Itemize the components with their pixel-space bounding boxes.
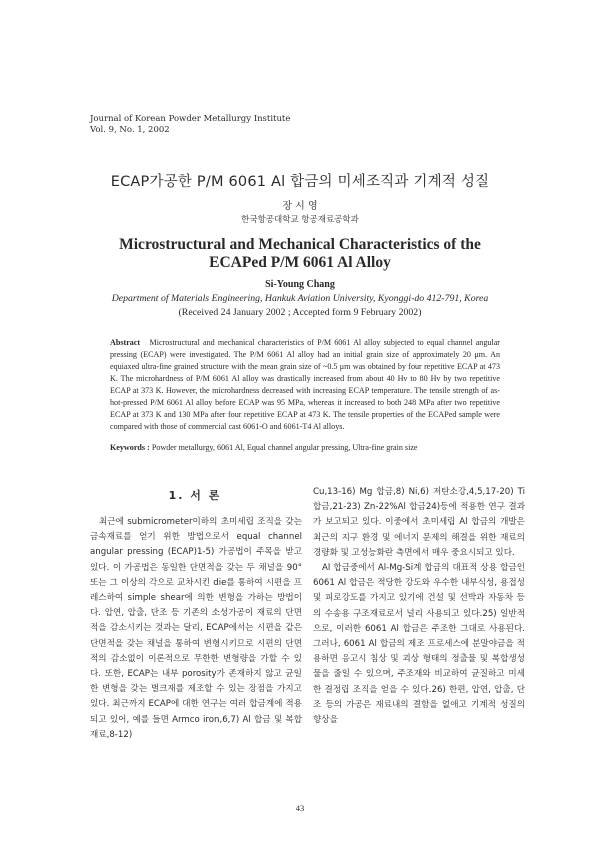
- title-english: Microstructural and Mechanical Characteristics of the ECAPed P/M 6061 Al Alloy: [119, 236, 481, 271]
- section-heading: 1. 서 론: [168, 489, 222, 502]
- title-korean: ECAP가공한 P/M 6061 Al 합금의 미세조직과 기계적 성질: [110, 174, 490, 190]
- left-column-paragraph: 최근에 submicrometer이하의 초미세립 조직을 갖는 금속재료를 얻기 위한 방법으로서 equal channel angular pressing (ECAP)1-5) 가공법이 주목을 받고 있다. 이 가공법은 동일한 단면적을 갖는 두 채널을 90° 또는 그 이상의 각으로 교차시킨 die를 통하여 시편을 프레스하여 simple shear에 의한 변형을 가하는 방법이다. 압연, 압출, 단조 등 기존의 소성가공이 재료의 단면적을 감소시키는 것과는 달리, ECAP에서는 시편을 같은 단면적을 갖는 채널을 통하여 변형시키므로 시편의 단면적의 감소없이 이론적으로 무한한 변형량을 가할 수 있다. 또한, ECAP는 내부 porosity가 존재하지 않고 균일한 변형을 갖는 벌크재를 제조할 수 있는 장점을 가지고 있다. 최근까지 ECAP에 대한 연구는 여러 합금계에 적용되고 있어, 예를 들면 Armco iron,6,7) Al 합금 및 복합재료,8-12): [90, 517, 302, 740]
- keywords: [110, 443, 500, 452]
- keywords-text: Powder metallurgy, 6061 Al, Equal channel angular pressing, Ultra-fine grain size: [151, 443, 418, 452]
- right-column-paragraph-1: Cu,13-16) Mg 합금,8) Ni,6) 저탄소강,4,5,17-20) Ti 합금,21-23) Zn-22%Al 합금24)등에 적용한 연구 결과가 보고되고 있다. 이중에서 초미세립 Al 합금의 개발은 최근의 지구 환경 및 에너지 문제의 해결을 위한 재료의 경량화 및 고성능화란 측면에서 매우 중요시되고 있다.: [313, 487, 525, 558]
- journal-name: Journal of Korean Powder Metallurgy Institute: [90, 114, 291, 124]
- abstract: [110, 337, 500, 433]
- right-column: [313, 485, 525, 728]
- keywords-label: Keywords :: [110, 443, 150, 452]
- journal-volume: Vol. 9, No. 1, 2002: [90, 125, 170, 135]
- received-dates: (Received 24 January 2002 ; Accepted form 9 February 2002): [178, 307, 422, 318]
- left-column: [90, 515, 302, 743]
- author-korean: 장 시 영: [282, 201, 318, 212]
- page-number: 43: [295, 803, 305, 813]
- right-column-paragraph-2: Al 합금중에서 Al-Mg-Si계 합금의 대표적 상용 합금인 6061 Al 합금은 적당한 강도와 우수한 내부식성, 용접성 및 피로강도를 가지고 있기에 건설 및 선박과 자동차 등의 수송용 구조재료로서 널리 사용되고 있다.25) 일반적으로, 이러한 6061 Al 합금은 주조한 그대로 사용된다. 그러나, 6061 Al 합금의 제조 프로세스에 분말야금을 적용하면 응고시 침상 및 괴상 형태의 정출물 및 복합생성물을 줄일 수 있으며, 주조재와 비교하여 균질하고 미세한 결정립 조직을 얻을 수 있다.26) 한편, 압연, 압출, 단조 등의 가공은 재료내의 결함을 없애고 기계적 성질의 향상을: [313, 563, 525, 726]
- author-english: Si-Young Chang: [265, 279, 335, 290]
- abstract-label: Abstract: [110, 338, 141, 347]
- journal-header: [90, 114, 290, 136]
- affiliation-korean: 한국항공대학교 항공재료공학과: [241, 215, 359, 225]
- abstract-text: Microstructural and mechanical characteristics of P/M 6061 Al alloy subjected to equal channel angular pressing (ECAP) were investigated. The P/M 6061 Al alloy had an initial grain size of approximately 20 μm. An equiaxed ultra-fine grained structure with the mean grain size of ~0.5 μm was obtained by four repetitive ECAP at 473 K. The microhardness of P/M 6061 Al alloy was drastically increased from about 40 Hv to 80 Hv by two repetitive ECAP at 373 K. However, the microhardness decreased with increasing ECAP temperature. The tensile strength of as-hot-pressed P/M 6061 Al alloy before ECAP was 95 MPa, whereas it increased to both 248 MPa after two repetitive ECAP at 373 K and 130 MPa after four repetitive ECAP at 473 K. The tensile properties of the ECAPed sample were compared with those of commercial cast 6061-O and 6061-T4 Al alloys.: [110, 338, 500, 431]
- affiliation-english: Department of Materials Engineering, Hankuk Aviation University, Kyonggi-do 412-791, Korea: [111, 293, 489, 304]
